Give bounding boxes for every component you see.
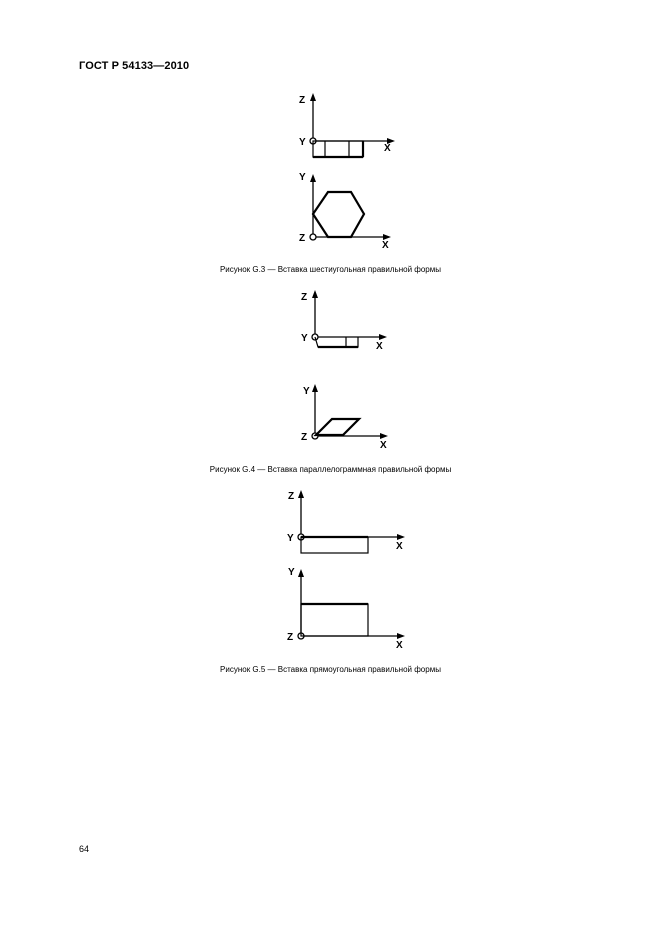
- figure-g4-drawing: [0, 270, 661, 470]
- g4-side-insert: [315, 337, 358, 347]
- g5-side-y-label: Y: [287, 533, 294, 544]
- g5-side-view: [287, 490, 405, 553]
- figure-g5-drawing: [0, 480, 661, 680]
- g5-top-view: [287, 567, 405, 651]
- g4-side-x-label: X: [376, 341, 383, 352]
- g4-top-z-label: Z: [301, 432, 308, 443]
- g3-side-z-label: Z: [299, 95, 306, 106]
- g5-side-z-label: Z: [288, 491, 295, 502]
- g3-side-y-label: Y: [299, 137, 306, 148]
- g3-top-x-label: X: [382, 240, 389, 251]
- g3-side-view: [299, 93, 395, 157]
- g3-side-insert: [313, 141, 363, 157]
- g4-top-y-label: Y: [303, 386, 310, 397]
- rectangle-insert: [301, 604, 368, 636]
- g5-side-insert: [301, 537, 368, 553]
- page-number: 64: [79, 844, 90, 854]
- g5-top-z-label: Z: [287, 632, 294, 643]
- g3-top-y-label: Y: [299, 172, 306, 183]
- g3-side-x-label: X: [384, 143, 391, 154]
- g5-top-y-label: Y: [288, 567, 295, 578]
- g5-side-x-label: X: [396, 541, 403, 552]
- parallelogram-insert: [316, 419, 359, 435]
- g4-side-y-label: Y: [301, 333, 308, 344]
- figure-g4-caption: Рисунок G.4 — Вставка параллелограммная правильной формы: [209, 465, 452, 474]
- g4-side-view: [301, 290, 387, 352]
- document-header: ГОСТ Р 54133—2010: [79, 60, 190, 72]
- g4-top-x-label: X: [380, 440, 387, 451]
- g4-side-z-label: Z: [301, 292, 308, 303]
- g3-top-z-label: Z: [299, 233, 306, 244]
- g3-top-view: [299, 172, 391, 251]
- figure-g5-caption: Рисунок G.5 — Вставка прямоугольная правильной формы: [220, 665, 441, 674]
- hexagon-insert: [313, 192, 364, 237]
- g5-top-x-label: X: [396, 640, 403, 651]
- g4-top-view: [301, 384, 388, 451]
- figure-g3-drawing: [0, 0, 661, 260]
- figure-g3-caption: Рисунок G.3 — Вставка шестиугольная правильной формы: [219, 265, 442, 274]
